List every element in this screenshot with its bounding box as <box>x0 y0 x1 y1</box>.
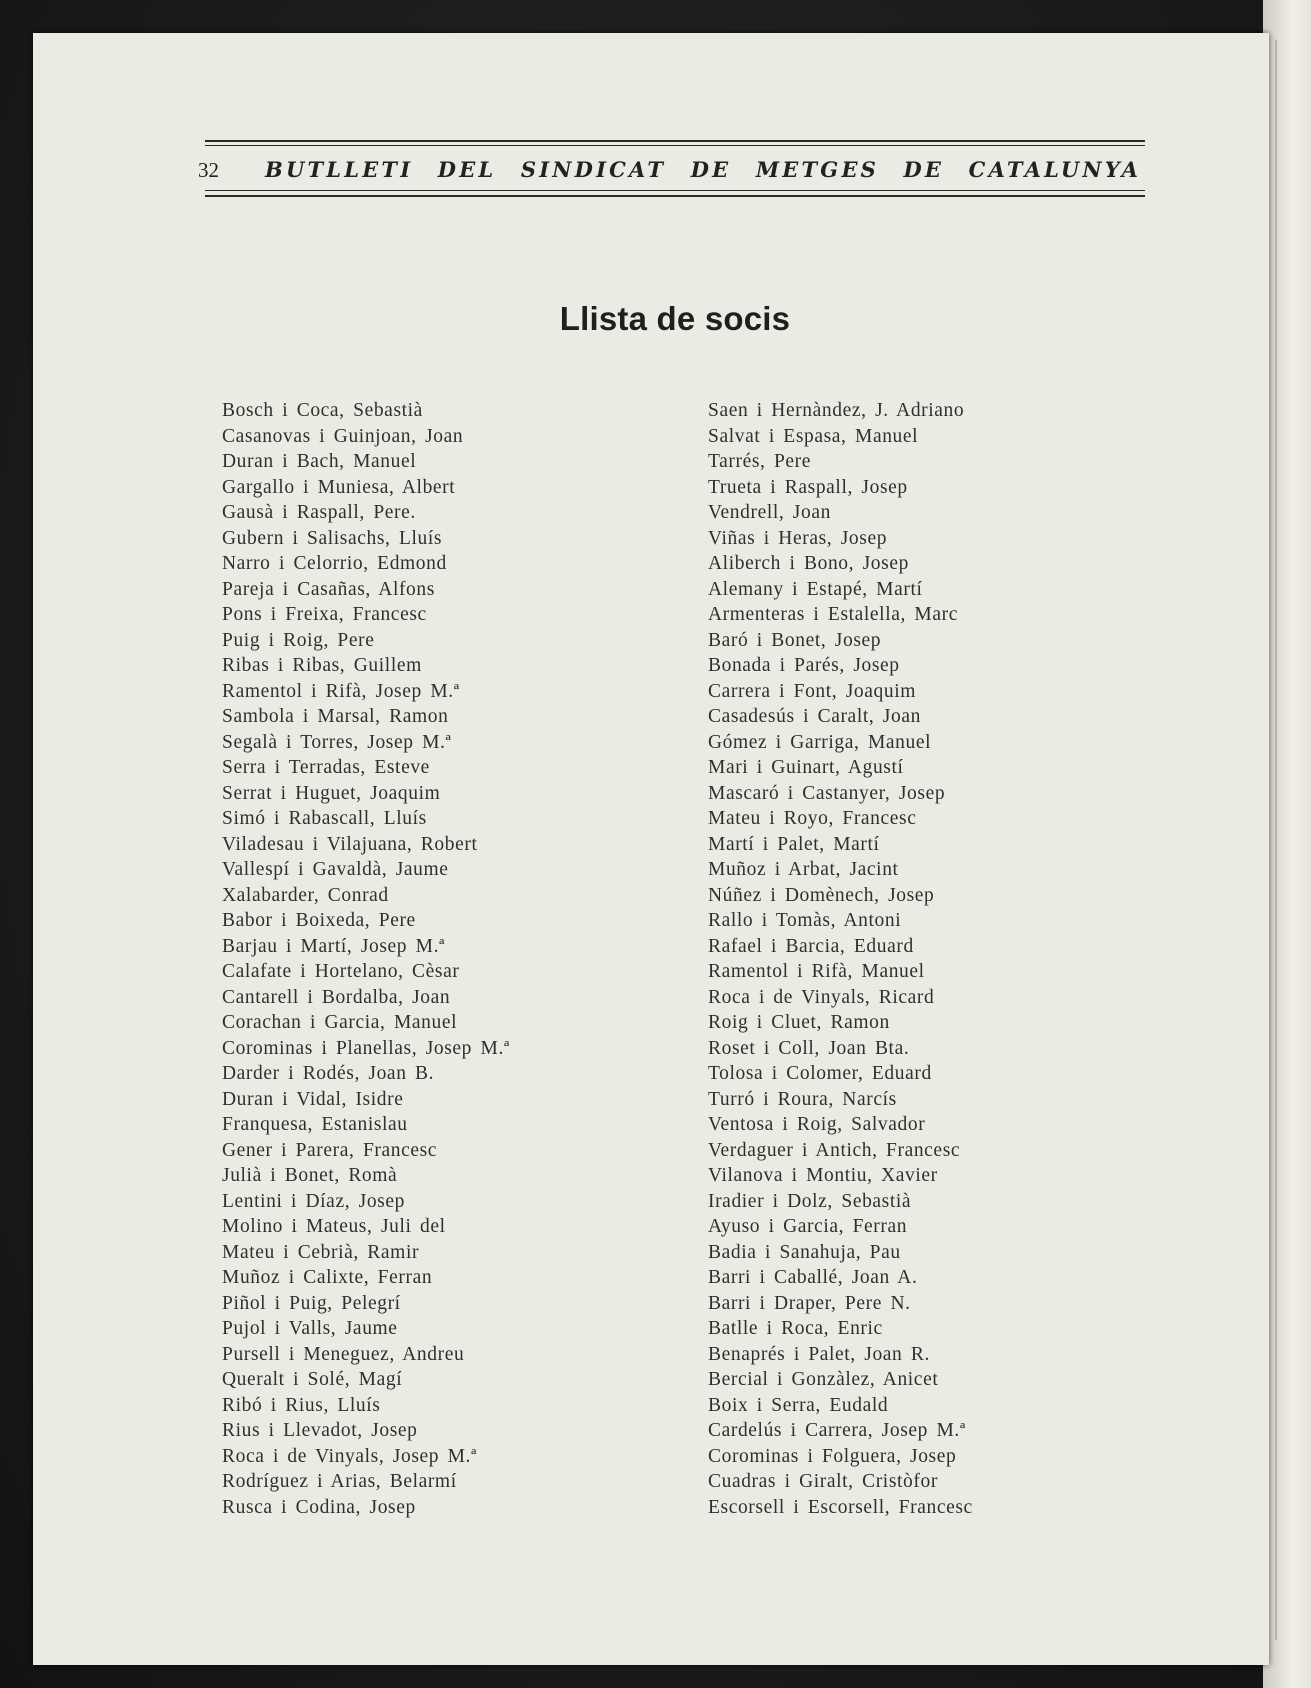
member-name: Gener i Parera, Francesc <box>222 1139 438 1161</box>
member-name: Rodríguez i Arias, Belarmí <box>222 1471 457 1492</box>
member-name: Gausà i Raspall, Pere. <box>222 502 416 523</box>
member-name: Barjau i Martí, Josep M.ª <box>222 935 446 957</box>
member-name: Babor i Boixeda, Pere <box>222 910 416 931</box>
member-name: Vendrell, Joan <box>708 502 831 523</box>
member-name: Viñas i Heras, Josep <box>708 527 888 549</box>
member-name: Mateu i Cebrià, Ramir <box>222 1241 420 1263</box>
member-name: Roig i Cluet, Ramon <box>708 1012 890 1033</box>
member-name: Trueta i Raspall, Josep <box>708 476 908 498</box>
member-name: Narro i Celorrio, Edmond <box>222 553 447 574</box>
member-name: Serrat i Huguet, Joaquim <box>222 782 441 804</box>
member-name: Turró i Roura, Narcís <box>708 1088 897 1110</box>
member-name: Rius i Llevadot, Josep <box>222 1420 418 1441</box>
member-name: Aliberch i Bono, Josep <box>708 553 909 574</box>
member-name: Ribas i Ribas, Guillem <box>222 655 422 676</box>
member-name: Pujol i Valls, Jaume <box>222 1318 398 1339</box>
member-name: Vilanova i Montiu, Xavier <box>708 1165 938 1186</box>
journal-title: BUTLLETI DEL SINDICAT DE METGES DE CATALUNYA <box>265 157 1142 182</box>
member-name: Ventosa i Roig, Salvador <box>708 1114 926 1135</box>
member-name: Sambola i Marsal, Ramon <box>222 706 449 727</box>
member-name: Darder i Rodés, Joan B. <box>222 1063 435 1084</box>
member-list-left <box>222 398 510 1520</box>
member-list-right <box>708 398 973 1520</box>
member-name: Bonada i Parés, Josep <box>708 655 900 676</box>
member-name: Simó i Rabascall, Lluís <box>222 808 427 829</box>
member-name: Pons i Freixa, Francesc <box>222 604 427 625</box>
member-name: Barri i Draper, Pere N. <box>708 1292 911 1314</box>
member-name: Batlle i Roca, Enric <box>708 1318 883 1339</box>
member-name: Molino i Mateus, Juli del <box>222 1216 446 1237</box>
member-name: Cuadras i Giralt, Cristòfor <box>708 1471 938 1492</box>
member-name: Tolosa i Colomer, Eduard <box>708 1063 932 1084</box>
running-header <box>198 140 1145 202</box>
member-name: Piñol i Puig, Pelegrí <box>222 1292 401 1314</box>
member-name: Verdaguer i Antich, Francesc <box>708 1139 961 1161</box>
member-name: Casanovas i Guinjoan, Joan <box>222 425 464 447</box>
member-name: Martí i Palet, Martí <box>708 833 880 855</box>
member-name: Rallo i Tomàs, Antoni <box>708 910 902 931</box>
page-title: Llista de socis <box>559 300 791 337</box>
member-name: Alemany i Estapé, Martí <box>708 578 923 600</box>
member-name: Gubern i Salisachs, Lluís <box>222 527 443 549</box>
member-name: Ramentol i Rifà, Manuel <box>708 961 925 982</box>
member-name: Mari i Guinart, Agustí <box>708 757 904 778</box>
member-name: Franquesa, Estanislau <box>222 1114 408 1135</box>
member-name: Casadesús i Caralt, Joan <box>708 706 921 727</box>
member-name: Rusca i Codina, Josep <box>222 1496 416 1518</box>
page-edge <box>1263 0 1311 1688</box>
member-name: Roca i de Vinyals, Ricard <box>708 986 935 1008</box>
member-name: Ayuso i Garcia, Ferran <box>708 1216 908 1237</box>
member-name: Julià i Bonet, Romà <box>222 1165 398 1186</box>
member-name: Pareja i Casañas, Alfons <box>222 578 435 600</box>
member-name: Rafael i Barcia, Eduard <box>708 935 914 957</box>
member-name: Pursell i Meneguez, Andreu <box>222 1343 465 1365</box>
header-rule-bottom-thin <box>205 190 1145 191</box>
member-name: Mateu i Royo, Francesc <box>708 808 917 829</box>
member-name: Boix i Serra, Eudald <box>708 1394 889 1416</box>
member-name: Vallespí i Gavaldà, Jaume <box>222 859 449 880</box>
member-name: Puig i Roig, Pere <box>222 629 375 651</box>
member-name: Serra i Terradas, Esteve <box>222 757 430 778</box>
member-name: Ramentol i Rifà, Josep M.ª <box>222 680 460 702</box>
page-number: 32 <box>198 158 219 182</box>
member-name: Corominas i Planellas, Josep M.ª <box>222 1037 510 1059</box>
member-name: Barri i Caballé, Joan A. <box>708 1267 918 1288</box>
page-fold-line <box>1275 40 1277 1640</box>
member-name: Carrera i Font, Joaquim <box>708 680 917 702</box>
header-rule-top <box>205 140 1145 142</box>
member-name: Roset i Coll, Joan Bta. <box>708 1037 910 1059</box>
member-name: Duran i Bach, Manuel <box>222 451 417 472</box>
member-name: Duran i Vidal, Isidre <box>222 1088 404 1110</box>
member-name: Ribó i Rius, Lluís <box>222 1394 381 1416</box>
header-text <box>198 157 1145 184</box>
document-page <box>33 33 1269 1665</box>
member-name: Cardelús i Carrera, Josep M.ª <box>708 1420 966 1441</box>
member-name: Viladesau i Vilajuana, Robert <box>222 833 478 855</box>
member-name: Corachan i Garcia, Manuel <box>222 1012 458 1033</box>
member-name: Calafate i Hortelano, Cèsar <box>222 961 460 982</box>
member-name: Queralt i Solé, Magí <box>222 1369 403 1390</box>
member-name: Muñoz i Arbat, Jacint <box>708 859 899 880</box>
member-name: Bosch i Coca, Sebastià <box>222 400 423 421</box>
member-name: Gargallo i Muniesa, Albert <box>222 476 456 498</box>
member-name: Roca i de Vinyals, Josep M.ª <box>222 1445 478 1467</box>
member-name: Armenteras i Estalella, Marc <box>708 604 958 625</box>
header-rule-top-thin <box>205 145 1145 146</box>
member-name: Salvat i Espasa, Manuel <box>708 425 919 447</box>
member-name: Segalà i Torres, Josep M.ª <box>222 731 452 753</box>
member-name: Baró i Bonet, Josep <box>708 629 882 651</box>
member-name: Saen i Hernàndez, J. Adriano <box>708 400 965 421</box>
member-name: Badia i Sanahuja, Pau <box>708 1241 901 1263</box>
member-name: Lentini i Díaz, Josep <box>222 1190 405 1212</box>
member-name: Xalabarder, Conrad <box>222 884 389 906</box>
member-name: Gómez i Garriga, Manuel <box>708 731 932 753</box>
member-name: Bercial i Gonzàlez, Anicet <box>708 1369 939 1390</box>
member-name: Iradier i Dolz, Sebastià <box>708 1190 912 1212</box>
member-name: Escorsell i Escorsell, Francesc <box>708 1496 973 1518</box>
member-name: Muñoz i Calixte, Ferran <box>222 1267 433 1288</box>
member-name: Núñez i Domènech, Josep <box>708 884 935 906</box>
member-name: Cantarell i Bordalba, Joan <box>222 986 451 1008</box>
member-name: Corominas i Folguera, Josep <box>708 1445 957 1467</box>
member-name: Benaprés i Palet, Joan R. <box>708 1343 930 1365</box>
member-name: Mascaró i Castanyer, Josep <box>708 782 946 804</box>
member-name: Tarrés, Pere <box>708 451 812 472</box>
header-rule-bottom <box>205 195 1145 197</box>
